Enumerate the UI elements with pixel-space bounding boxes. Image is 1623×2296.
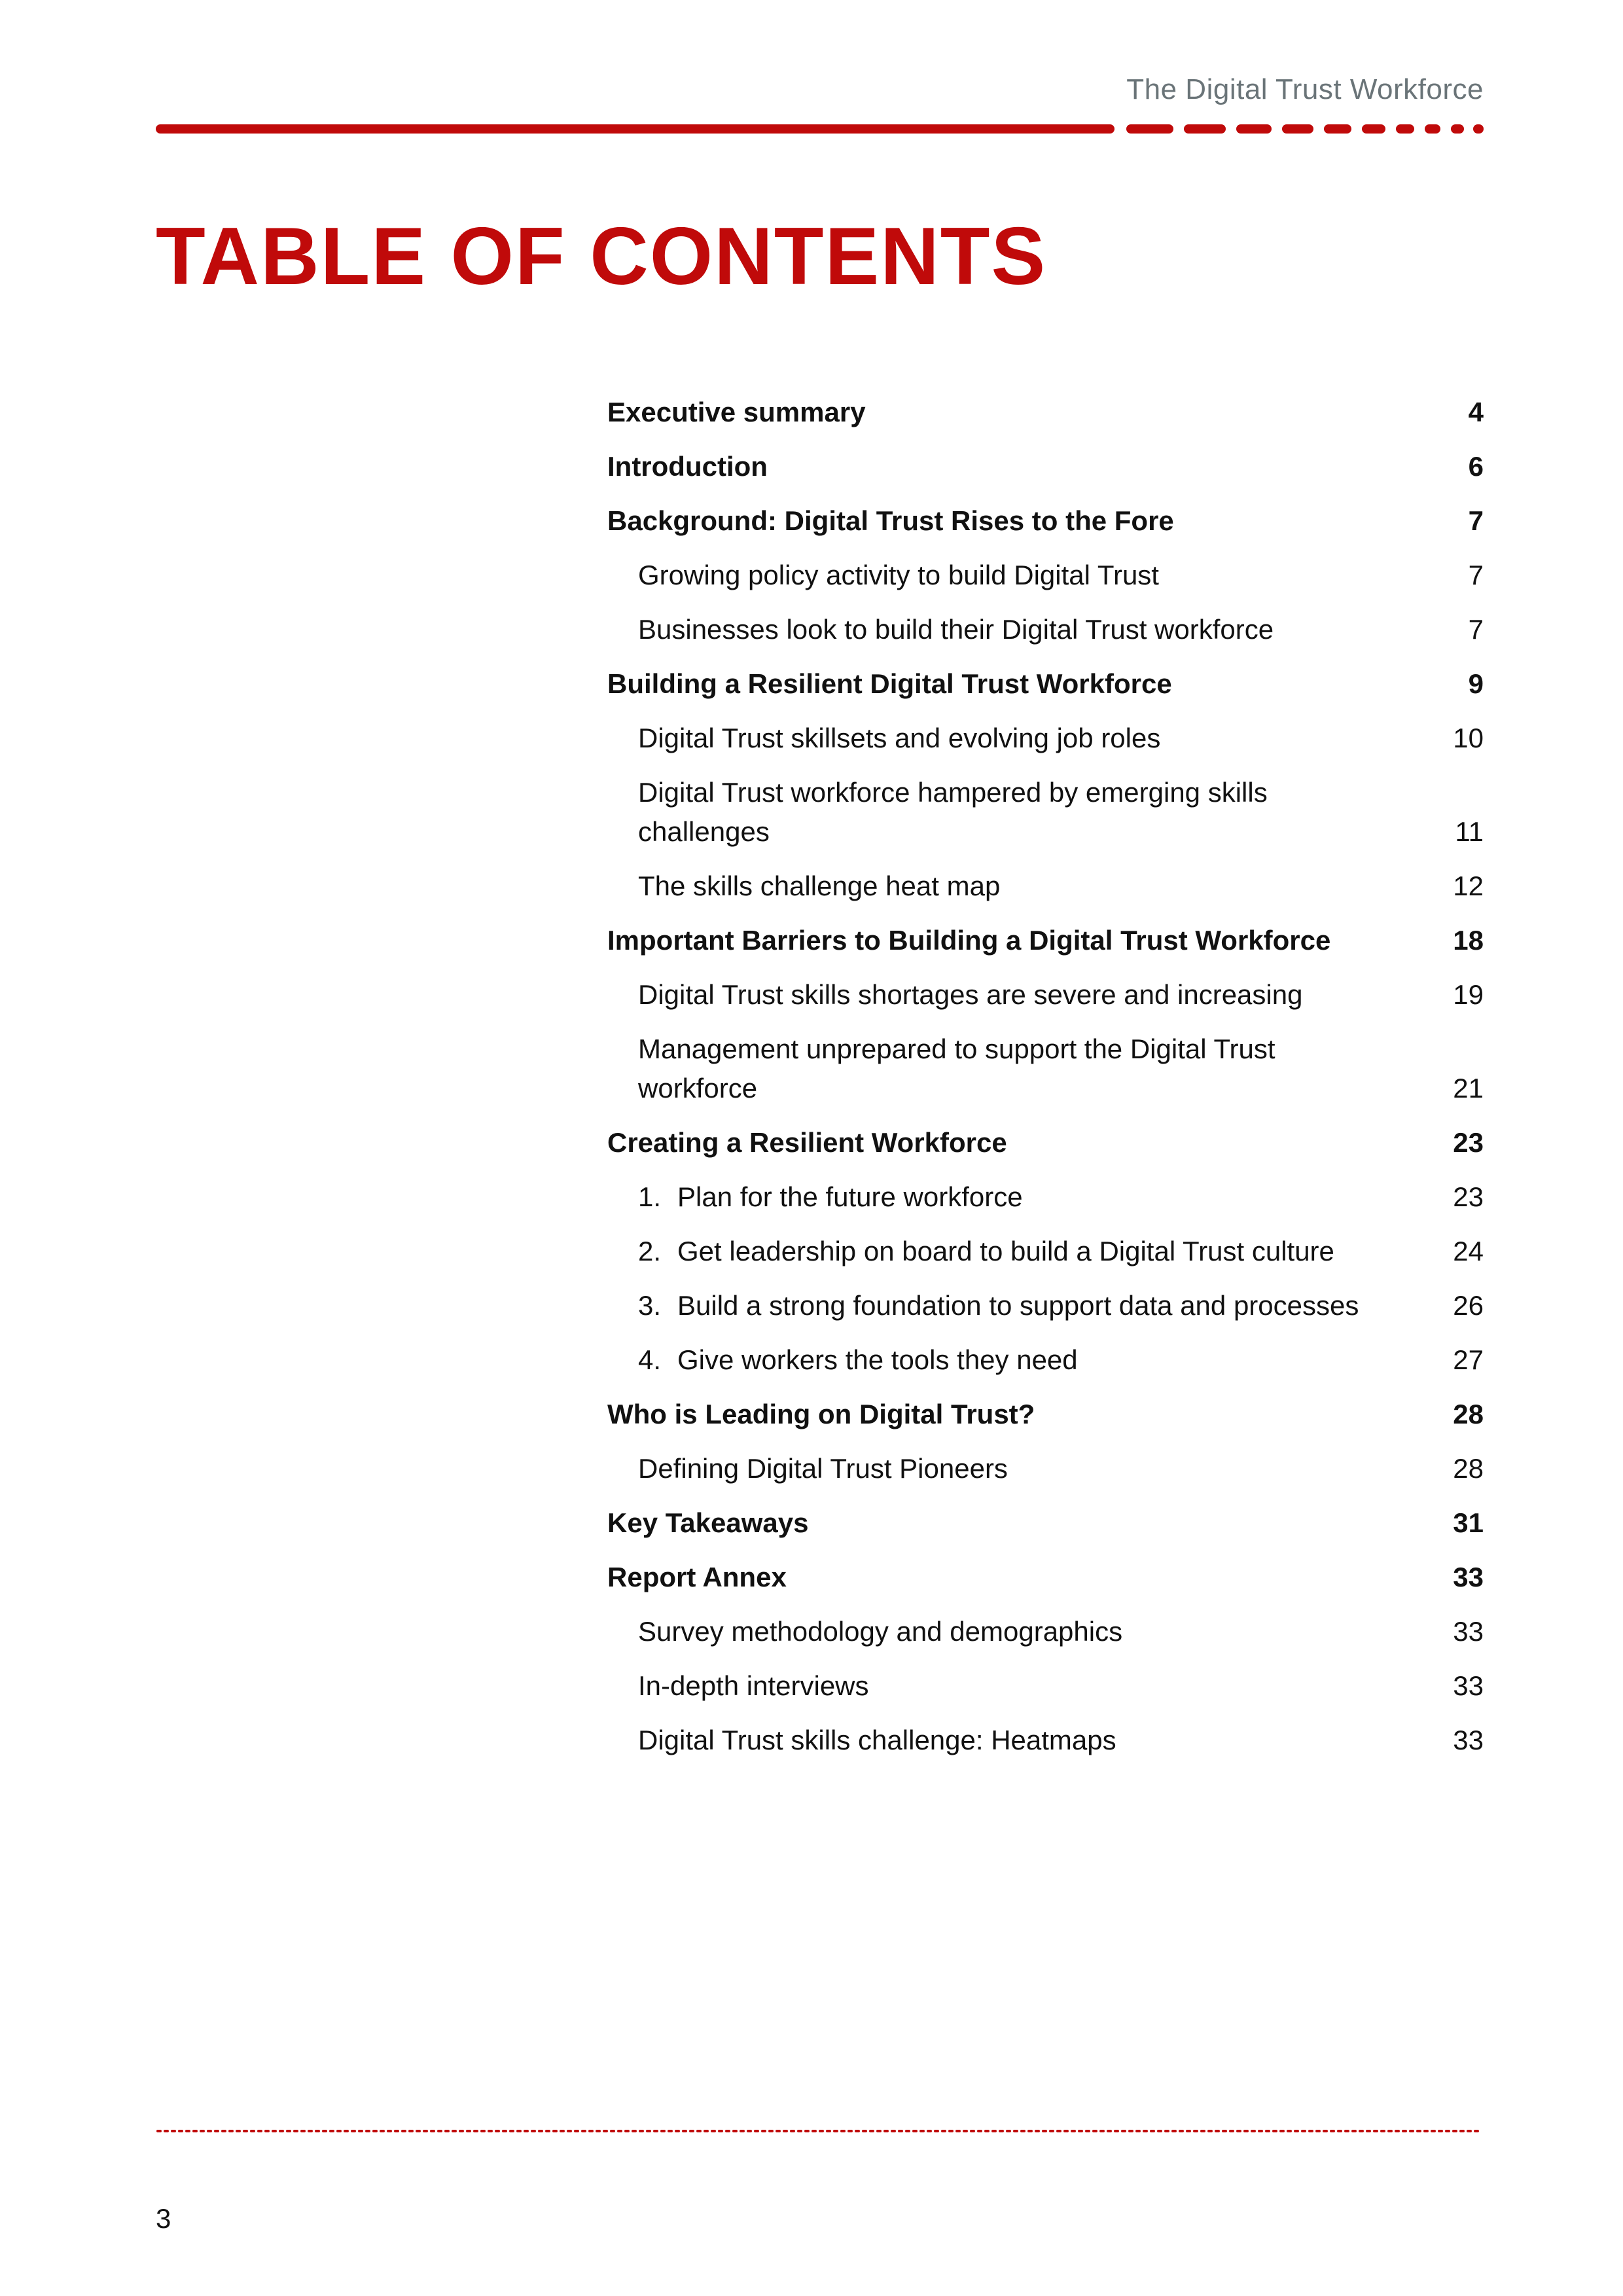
toc-section <box>607 921 1484 1108</box>
toc-subentry-text <box>638 1449 1008 1488</box>
toc-entry[interactable] <box>607 1503 1484 1543</box>
toc-entry-page: 33 <box>1453 1562 1484 1592</box>
toc-subentry[interactable] <box>607 1030 1484 1108</box>
toc-entry-page: 9 <box>1468 668 1484 699</box>
toc-entry-title: Building a Resilient Digital Trust Workforce <box>607 668 1172 699</box>
toc-subentry-text <box>638 867 1000 906</box>
footer-dotted-rule <box>156 2129 1484 2133</box>
toc-subentry-title: Build a strong foundation to support data and processes <box>677 1290 1359 1321</box>
toc-subentry-number: 4. <box>638 1344 662 1375</box>
toc-subentry-page: 19 <box>1453 979 1484 1010</box>
toc-subentry-number: 2. <box>638 1236 662 1266</box>
toc-subentry-text <box>638 773 1391 852</box>
toc-subentry[interactable] <box>607 1721 1484 1760</box>
toc-entry[interactable] <box>607 1395 1484 1434</box>
toc-subentry-title: Digital Trust skills challenge: Heatmaps <box>638 1725 1116 1755</box>
toc-section <box>607 447 1484 486</box>
toc-entry[interactable] <box>607 447 1484 486</box>
toc-subentry-page: 28 <box>1453 1453 1484 1484</box>
toc-subentry[interactable] <box>607 1177 1484 1217</box>
toc-entry-title: Who is Leading on Digital Trust? <box>607 1399 1035 1429</box>
toc-subentry-page: 21 <box>1453 1073 1484 1103</box>
toc-entry-title: Report Annex <box>607 1562 787 1592</box>
toc-subentry[interactable] <box>607 1286 1484 1325</box>
toc-subentry-page: 7 <box>1468 560 1484 590</box>
toc-subentry-number: 1. <box>638 1181 662 1212</box>
toc-section <box>607 1503 1484 1543</box>
toc-section <box>607 393 1484 432</box>
toc-subentry-page: 7 <box>1468 614 1484 645</box>
toc-subentry-title: In-depth interviews <box>638 1670 869 1701</box>
toc-subentry-page: 26 <box>1453 1290 1484 1321</box>
toc-subentry-text <box>638 610 1274 649</box>
toc-subentry-text <box>638 1177 1023 1217</box>
toc-subentry[interactable] <box>607 556 1484 595</box>
toc-subentry-text <box>638 1666 869 1706</box>
toc-subentry[interactable] <box>607 867 1484 906</box>
toc-entry-title: Creating a Resilient Workforce <box>607 1127 1007 1158</box>
toc-entry[interactable] <box>607 1123 1484 1162</box>
toc-subentry-text <box>638 1232 1334 1271</box>
toc-subentry-title: Defining Digital Trust Pioneers <box>638 1453 1008 1484</box>
toc-subentry-text <box>638 1340 1078 1380</box>
toc-subentry-title: Growing policy activity to build Digital Trust <box>638 560 1159 590</box>
toc-subentry-text <box>638 1721 1116 1760</box>
toc-subentry-page: 27 <box>1453 1344 1484 1375</box>
toc-subentry-title: Digital Trust skills shortages are severe and increasing <box>638 979 1303 1010</box>
toc-subentry-number: 3. <box>638 1290 662 1321</box>
toc-entry[interactable] <box>607 393 1484 432</box>
toc-subentry[interactable] <box>607 1666 1484 1706</box>
toc-subentry[interactable] <box>607 773 1484 852</box>
toc-subentry-title: Digital Trust skillsets and evolving job roles <box>638 723 1161 753</box>
toc-entry-title: Background: Digital Trust Rises to the Fore <box>607 505 1174 536</box>
toc-subentry-title: Digital Trust workforce hampered by emerging skills challenges <box>638 777 1268 847</box>
toc-section <box>607 1123 1484 1380</box>
toc-subentry-title: Give workers the tools they need <box>677 1344 1078 1375</box>
toc-subentry-title: Survey methodology and demographics <box>638 1616 1123 1647</box>
toc-subentry-page: 33 <box>1453 1670 1484 1701</box>
table-of-contents <box>607 393 1484 1775</box>
page-number: 3 <box>156 2203 171 2234</box>
toc-subentry-page: 33 <box>1453 1616 1484 1647</box>
toc-subentry[interactable] <box>607 610 1484 649</box>
page-title: TABLE OF CONTENTS <box>156 211 1047 302</box>
toc-section <box>607 664 1484 906</box>
toc-subentry-text <box>638 1030 1391 1108</box>
toc-entry-page: 23 <box>1453 1127 1484 1158</box>
toc-subentry[interactable] <box>607 1340 1484 1380</box>
toc-subentry[interactable] <box>607 719 1484 758</box>
toc-subentry-page: 12 <box>1453 870 1484 901</box>
header-decorative-rule <box>156 122 1484 136</box>
toc-subentry[interactable] <box>607 1612 1484 1651</box>
toc-subentry-page: 33 <box>1453 1725 1484 1755</box>
toc-subentry-text <box>638 556 1159 595</box>
toc-section <box>607 1558 1484 1760</box>
toc-entry[interactable] <box>607 921 1484 960</box>
toc-entry-title: Executive summary <box>607 397 866 427</box>
toc-subentry-page: 23 <box>1453 1181 1484 1212</box>
toc-subentry-title: Get leadership on board to build a Digital Trust culture <box>677 1236 1334 1266</box>
toc-entry[interactable] <box>607 664 1484 704</box>
toc-entry-title: Introduction <box>607 451 768 482</box>
toc-subentry-text <box>638 719 1160 758</box>
toc-section <box>607 501 1484 649</box>
toc-entry-page: 18 <box>1453 925 1484 956</box>
toc-subentry[interactable] <box>607 975 1484 1014</box>
toc-entry-page: 7 <box>1468 505 1484 536</box>
toc-subentry-text <box>638 1612 1122 1651</box>
toc-entry[interactable] <box>607 1558 1484 1597</box>
toc-subentry-title: Management unprepared to support the Digital Trust workforce <box>638 1033 1275 1103</box>
toc-subentry[interactable] <box>607 1449 1484 1488</box>
toc-entry-title: Important Barriers to Building a Digital Trust Workforce <box>607 925 1331 956</box>
running-header-title: The Digital Trust Workforce <box>1126 73 1484 105</box>
toc-subentry-title: Businesses look to build their Digital Trust workforce <box>638 614 1274 645</box>
toc-entry[interactable] <box>607 501 1484 541</box>
toc-entry-page: 31 <box>1453 1507 1484 1538</box>
toc-section <box>607 1395 1484 1488</box>
toc-entry-page: 28 <box>1453 1399 1484 1429</box>
toc-entry-page: 6 <box>1468 451 1484 482</box>
toc-subentry[interactable] <box>607 1232 1484 1271</box>
toc-subentry-page: 11 <box>1455 816 1484 847</box>
toc-subentry-title: The skills challenge heat map <box>638 870 1001 901</box>
toc-subentry-page: 24 <box>1453 1236 1484 1266</box>
toc-subentry-title: Plan for the future workforce <box>677 1181 1023 1212</box>
toc-subentry-page: 10 <box>1453 723 1484 753</box>
toc-subentry-text <box>638 975 1302 1014</box>
toc-entry-title: Key Takeaways <box>607 1507 809 1538</box>
toc-entry-page: 4 <box>1468 397 1484 427</box>
toc-subentry-text <box>638 1286 1359 1325</box>
